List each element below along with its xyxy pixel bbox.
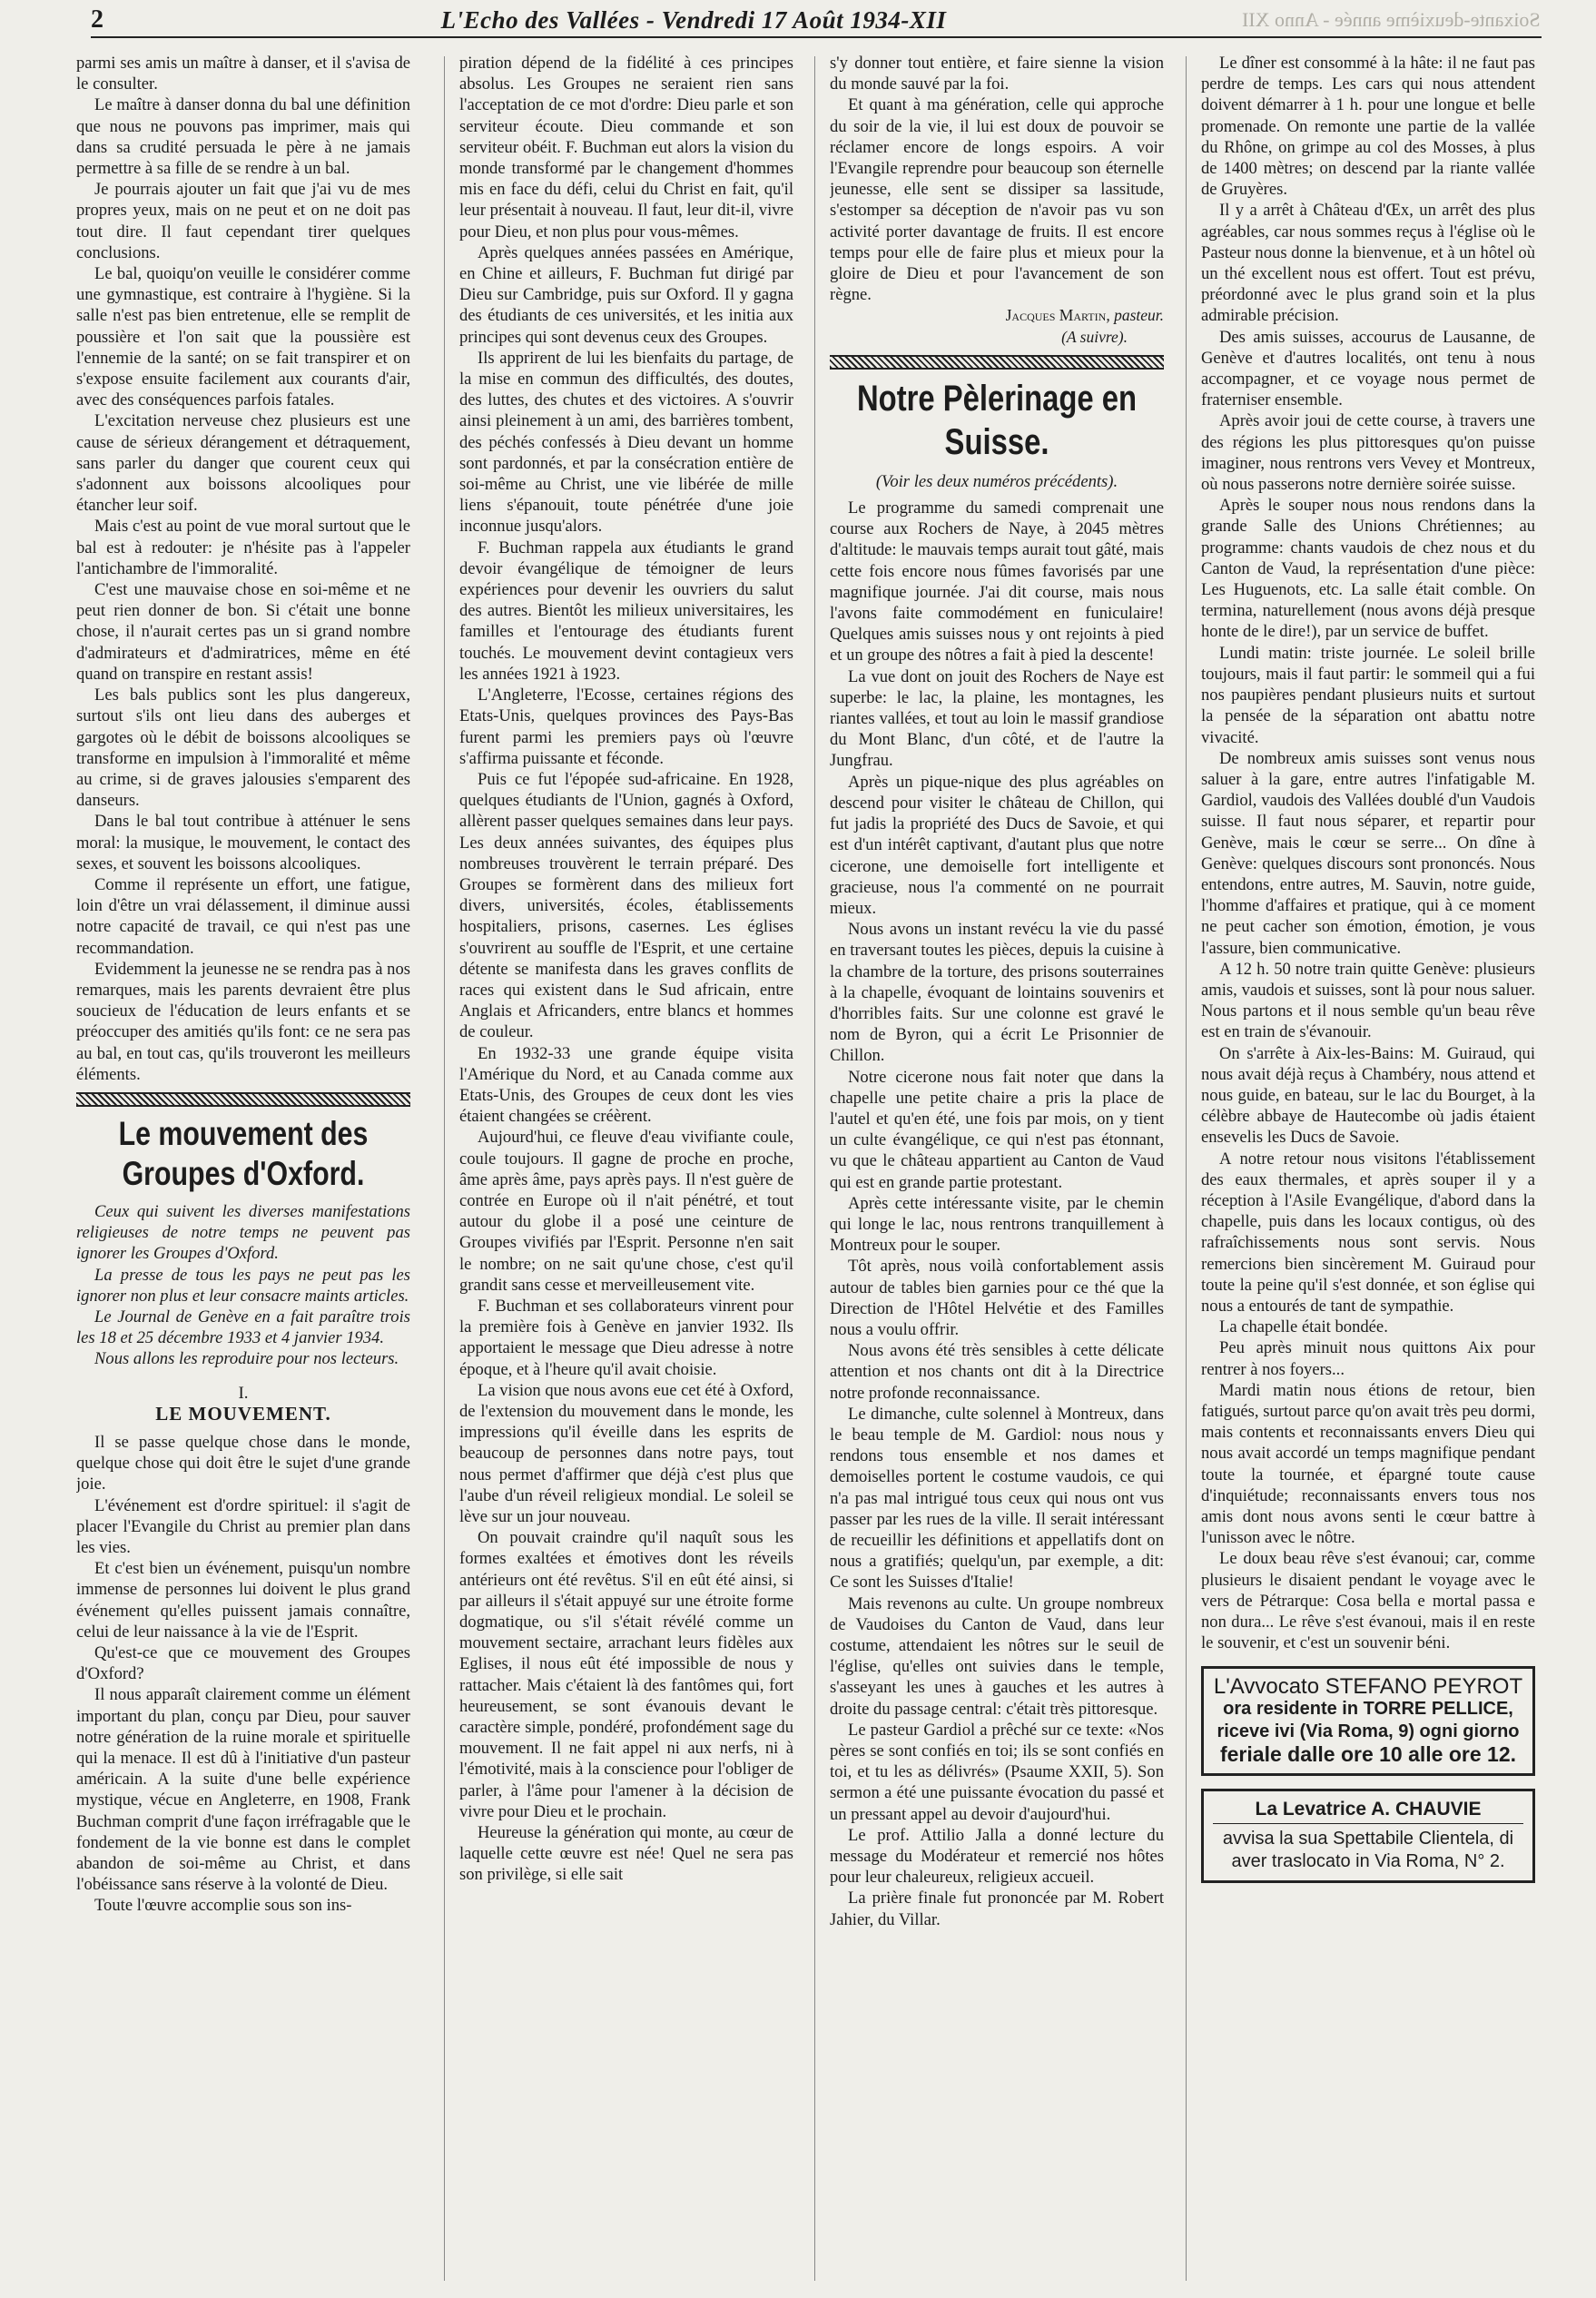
column-4 <box>1201 53 1535 2286</box>
paragraph: Après un pique-nique des plus agréables on descend pour visiter le château de Chillon, qui fut jadis la propriété des Ducs de Savoie, et qui est d'un intérêt captivant, d'autant plus que notre cicerone, une demoiselle fort intelligente et gracieuse, nous l'a commenté on ne pourrait mieux. <box>830 772 1164 918</box>
paragraph: Heureuse la génération qui monte, au cœur de laquelle cette œuvre est née! Quel ne sera pas son privilège, si elle sait <box>459 1823 793 1885</box>
column-1 <box>76 53 410 2286</box>
paragraph: Aujourd'hui, ce fleuve d'eau vivifiante coule, coule toujours. Il gagne de proche en proche, âme après âme, pays après pays. Il n'est guère de contrée en Europe où il n'ait pénétré, et tout autour du globe il a posé une ceinture de Groupes vivifiés par l'Esprit. Personne n'en sait le nombre; on ne sait qu'une chose, c'est qu'il grandit sans cesse et merveilleusement vite. <box>459 1128 793 1295</box>
paragraph: Après cette intéressante visite, par le chemin qui longe le lac, nous rentrons tranquillement à Montreux pour le souper. <box>830 1193 1164 1256</box>
paragraph: En 1932-33 une grande équipe visita l'Amérique du Nord, et au Canada comme aux Etats-Unis, des Groupes de ceux dont les vies étaient changées se créèrent. <box>459 1043 793 1127</box>
ad-line: riceve ivi (Via Roma, 9) ogni giorno <box>1217 1721 1520 1741</box>
paragraph: Evidemment la jeunesse ne se rendra pas à nos remarques, mais les parents devraient être plus soucieux de l'éducation de leurs enfants et se préoccuper des amitiés qu'ils font: ce ne sera pas au bal, en tout cas, qu'ils trouveront les meilleurs éléments. <box>76 959 410 1084</box>
paragraph: Il y a arrêt à Château d'Œx, un arrêt des plus agréables, car nous sommes reçus à l'église où le Pasteur nous donne la bienvenue, et à un hôtel où un thé excellent nous est offert. Tout est prévu, préordonné avec le plus grand soin et la plus admirable précision. <box>1201 201 1535 326</box>
paragraph: Le programme du samedi comprenait une course aux Rochers de Naye, à 2045 mètres d'altitude: le mauvais temps aurait tout gâté, mais cette fois encore nous fûmes favorisés par une magnifique journée. J'ai dit course, mais nous l'avons faite commodément en funiculaire! Quelques amis suisses nous y ont rejoints à pied et un groupe des nôtres a fait à pied la descente! <box>830 498 1164 666</box>
section-divider <box>830 355 1164 370</box>
paragraph: Le doux beau rêve s'est évanoui; car, comme plusieurs le disaient pendant le voyage avec le vers de Pétrarque: Cosa bella e mortal passa e non dura... Le rêve s'est évanoui, mais il en reste le souvenir, et c'est un souvenir béni. <box>1201 1549 1535 1653</box>
paragraph: Il nous apparaît clairement comme un élément important du plan, conçu par Dieu, pour sauver notre génération de la ruine morale et spirituelle qui la menace. Il est dû à l'initiative d'un pasteur américain. A la suite d'une belle expérience mystique, vécue en Angleterre, en 1908, Frank Buchman comprit d'une façon irréfragable que le fondement de la vie bonne est dans le complet abandon de soi-même au Christ, et dans l'obéissance sans réserve à la volonté de Dieu. <box>76 1685 410 1895</box>
ad-line: feriale dalle ore 10 alle ore 12. <box>1219 1741 1517 1766</box>
paragraph: Mardi matin nous étions de retour, bien fatigués, surtout parce qu'on avait très peu dormi, mais contents et reconnaissants envers Dieu qui nous avait accordé un temps magnifique pendant toute la tournée, et épargné toute cause d'inquiétude; reconnaissants envers tous nos amis dont nous avons senti le cœur battre à l'unisson avec le nôtre. <box>1201 1380 1535 1548</box>
paragraph: Des amis suisses, accourus de Lausanne, de Genève et d'autres localités, ont tenu à nous accompagner, et ce voyage nous permet de fraterniser ensemble. <box>1201 327 1535 410</box>
bleed-through-header: Soixante-deuxième année - Anno XII <box>1242 8 1541 31</box>
paragraph: Lundi matin: triste journée. Le soleil brille toujours, mais il faut partir: le sommeil qui a fui nos paupières pendant plusieurs nuits et surtout la pensée de la séparation ont abattu notre vivacité. <box>1201 643 1535 747</box>
paragraph: Après avoir joui de cette course, à travers une des régions les plus pittoresques qu'on puisse imaginer, nous rentrons vers Vevey et Montreux, où nous passerons notre dernière soirée suisse. <box>1201 411 1535 495</box>
paragraph: Qu'est-ce que ce mouvement des Groupes d'Oxford? <box>76 1643 410 1684</box>
paragraph: piration dépend de la fidélité à ces principes absolus. Les Groupes ne seraient rien sans l'acceptation de ce mot d'ordre: Dieu parle et son serviteur écoute. Dieu commande et son serviteur obéit. F. Buchman eut alors la vision du monde transformé par le changement d'hommes mis en face du défi, celui du Christ en fait, qu'il leur présentait à nouveau. Il faut, leur dit-il, vivre pour Dieu, et non plus pour vous-mêmes. <box>459 54 793 242</box>
newspaper-title: L'Echo des Vallées - Vendredi 17 Août 1934-XII <box>440 5 947 34</box>
paragraph: Nous avons un instant revécu la vie du passé en traversant toutes les pièces, depuis la cuisine à la chambre de la torture, des prisons souterraines à la chapelle, évoquant de lointains souvenirs et d'horribles faits. Sur une colonne est gravé le nom de Byron, qui a écrit Le Prisonnier de Chillon. <box>830 920 1164 1066</box>
paragraph: Les bals publics sont les plus dangereux, surtout s'ils ont lieu dans des auberges et gargotes où le débit de boissons alcooliques se transforme en impulsion à l'immoralité et même au crime, si de graves jalousies s'emparent des danseurs. <box>76 685 410 811</box>
paragraph: Mais c'est au point de vue moral surtout que le bal est à redouter: je n'hésite pas à l'appeler l'antichambre de l'immoralité. <box>76 517 410 578</box>
paragraph: Ils apprirent de lui les bienfaits du partage, de la mise en commun des difficultés, des doutes, des luttes, des chutes et des victoires. A s'ouvrir ainsi pleinement à un ami, des barrières tombent, des péchés confessés à Dieu devant un homme sont pardonnés, et par la consécration entière de soi-même au Christ, une vie libérée de mille liens s'épanouit, toute pénétrée d'une joie inconnue jusqu'alors. <box>459 348 793 537</box>
ad-title: La Levatrice A. CHAUVIE <box>1213 1799 1523 1824</box>
paragraph: L'Angleterre, l'Ecosse, certaines régions des Etats-Unis, quelques provinces des Pays-Bas furent parmi les premiers pays où l'œuvre s'affirma puissante et féconde. <box>459 685 793 768</box>
paragraph: Le prof. Attilio Jalla a donné lecture du message du Modérateur et remercié nos hôtes pour leur chaleureux, religieux accueil. <box>830 1825 1164 1888</box>
section-title: LE MOUVEMENT. <box>155 1402 331 1425</box>
to-be-continued: (A suivre). <box>1061 327 1128 346</box>
paragraph: Notre cicerone nous fait noter que dans la chapelle une petite chaire a pris la place de l'autel et qu'en été, une fois par mois, on y tient un culte évangélique, ce qui n'est pas étonnant, vu que le château appartient au Canton de Vaud qui est en grande partie protestant. <box>830 1067 1164 1192</box>
intro-paragraph: La presse de tous les pays ne peut pas les ignorer non plus et leur consacre maints articles. <box>76 1265 410 1306</box>
paragraph: L'excitation nerveuse chez plusieurs est une cause de sérieux dérangement et détraquement, sans parler du danger que courent ceux qui s'adonnent aux boissons alcooliques pour étancher leur soif. <box>76 411 410 516</box>
paragraph: F. Buchman rappela aux étudiants le grand devoir évangélique de témoigner de leurs expériences pour devenir les ouvriers du salut des autres. Bientôt les milieux universitaires, les familles et l'entourage des étudiants furent touchés. Le mouvement devint contagieux vers les années 1921 à 1923. <box>459 538 793 684</box>
paragraph: Le pasteur Gardiol a prêché sur ce texte: «Nos pères se sont confiés en toi; ils se sont confiés en toi, et tu les as délivrés» (Psaume XXII, 5). Son sermon a été une puissante évocation du passé et un pressant appel au devoir d'aujourd'hui. <box>830 1720 1164 1824</box>
paragraph: Le maître à danser donna du bal une définition que nous ne pouvons pas imprimer, mais qui dans sa crudité persuada le père à ne jamais permettre à sa fille de se rendre à un bal. <box>76 95 410 179</box>
paragraph: Et c'est bien un événement, puisqu'un nombre immense de personnes lui doivent le plus grand événement qu'elles puissent jamais connaître, celui de leur naissance à la vie de l'Esprit. <box>76 1559 410 1642</box>
paragraph: Toute l'œuvre accomplie sous son ins- <box>94 1896 352 1916</box>
paragraph: Peu après minuit nous quittons Aix pour rentrer à nos foyers... <box>1201 1338 1535 1379</box>
author-name: Jacques Martin <box>1005 306 1107 325</box>
paragraph: On pouvait craindre qu'il naquît sous les formes exaltées et émotives dont les réveils antérieurs ont été revêtus. S'il en eût été ainsi, si par ailleurs il s'était appuyé sur une étroite forme dogmatique, ou s'il s'était révélé comme un mouvement sectaire, arrachant leurs fidèles aux Eglises, il nous eût été impossible de nous y rattacher. Mais c'étaient là des fantômes qui, fort heureusement, se sont évanouis devant le caractère simple, pondéré, profondément sage du mouvement. Il ne fait appel ni aux nerfs, ni à l'émotivité, mais à la conscience pour l'obliger de parler, à l'âme pour l'amener à la décision de vivre pour Dieu et le prochain. <box>459 1528 793 1821</box>
paragraph: Et quant à ma génération, celle qui approche du soir de la vie, il lui est doux de pouvoir se réclamer encore de longs espoirs. A voir l'Evangile reprendre pour beaucoup son éternelle jeunesse, elle sent se dissiper sa lassitude, s'estomper sa déception de n'avoir pas vu son activité porter davantage de fruits. Il est encore temps pour elle de faire plus et mieux pour la gloire de Dieu et pour l'avancement de son règne. <box>830 95 1164 305</box>
signature <box>830 305 1164 326</box>
intro-paragraph: Ceux qui suivent les diverses manifestations religieuses de notre temps ne peuvent pas ignorer les Groupes d'Oxford. <box>76 1201 410 1264</box>
ad-line: aver traslocato in Via Roma, N° 2. <box>1231 1850 1505 1871</box>
intro-paragraph: Nous allons les reproduire pour nos lecteurs. <box>94 1349 399 1369</box>
paragraph: La prière finale fut prononcée par M. Robert Jahier, du Villar. <box>830 1889 1164 1929</box>
paragraph: Après quelques années passées en Amérique, en Chine et ailleurs, F. Buchman fut dirigé par Dieu sur Cambridge, puis sur Oxford. Il y gagna des étudiants de ces universités, et les initia aux principes qui sont devenus ceux des Groupes. <box>459 242 793 347</box>
paragraph: La vision que nous avons eue cet été à Oxford, de l'extension du mouvement dans le monde, les impressions qu'il éveille dans les esprits de beaucoup de personnes dans notre pays, tout nous permet d'affirmer que déjà c'est plus que l'aube d'un réveil religieux mondial. Le soleil se lève sur un jour nouveau. <box>459 1380 793 1527</box>
ad-line: avvisa la sua Spettabile Clientela, di <box>1222 1828 1514 1849</box>
paragraph: C'est une mauvaise chose en soi-même et ne peut rien donner de bon. Si c'était une bonne chose, il n'aurait certes pas un si grand nombre d'admirateurs et d'admiratrices, même en été quand on transpire en restant assis! <box>76 580 410 684</box>
paragraph: On s'arrête à Aix-les-Bains: M. Guiraud, qui nous avait déjà reçus à Chambéry, nous attend et nous guide, en bateau, sur le lac du Bourget, à la célèbre abbaye de Hautecombe où jadis étaient ensevelis les Ducs de Savoie. <box>1201 1043 1535 1148</box>
column-rule <box>444 56 445 2281</box>
paragraph: Nous avons été très sensibles à cette délicate attention et nos chants ont dit à la Directrice notre profonde reconnaissance. <box>830 1341 1164 1403</box>
paragraph: F. Buchman et ses collaborateurs vinrent pour la première fois à Genève en janvier 1932. Ils apportaient le message que Dieu adresse à notre époque, et à l'heure qu'il avait choisie. <box>459 1296 793 1379</box>
article-headline: Notre Pèlerinage en Suisse. <box>856 378 1138 462</box>
paragraph: A 12 h. 50 notre train quitte Genève: plusieurs amis, vaudois et suisses, sont là pour nous saluer. Nous partons et il nous semble qu'un beau rêve est en train de s'évanouir. <box>1201 959 1535 1042</box>
paragraph: Puis ce fut l'épopée sud-africaine. En 1928, quelques étudiants de l'Union, gagnés à Oxford, allèrent passer quelques semaines dans leur pays. Les deux années suivantes, des équipes plus nombreuses trouvèrent le terrain préparé. Des Groupes se formèrent dans des milieux fort divers, universités, écoles, établissements hospitaliers, prisons, casernes. Les églises s'ouvrirent au souffle de l'Esprit, et une certaine détente se manifesta dans les graves conflits de races qui existent dans le Sud africain, entre Anglais et Africanders, entre blancs et hommes de couleur. <box>459 769 793 1042</box>
see-previous-note: (Voir les deux numéros précédents). <box>875 471 1118 491</box>
column-2 <box>459 53 793 2286</box>
paragraph: Le dimanche, culte solennel à Montreux, dans le beau temple de M. Gardiol: nous nous y rendons tous ensemble et nos dames et demoiselles portent le costume vaudois, ce qui n'a pas mal intrigué tous ceux qui nous ont vus passer par les rues de la ville. Il serait intéressant de recueillir les définitions et appellatifs dont on nous a gratifiés; quelqu'un, par exemple, a dit: Ce sont les Suisses d'Italie! <box>830 1404 1164 1593</box>
paragraph: De nombreux amis suisses sont venus nous saluer à la gare, entre autres l'infatigable M. Gardiol, vaudois des Vallées doublé d'un Vaudois suisse. Il faut nous séparer, et repartir pour Genève, mais le cœur se serre... On dîne à Genève: quelques discours sont prononcés. Nous entendons, entre autres, M. Sauvin, notre guide, l'homme d'affaires et pratique, qui à ce moment ne peut cacher son émotion, émotion, je vous l'assure, bien communicative. <box>1201 748 1535 958</box>
paragraph: Je pourrais ajouter un fait que j'ai vu de mes propres yeux, mais on ne peut et on ne doit pas tout dire. Il faut cependant tirer quelques conclusions. <box>76 180 410 262</box>
section-heading <box>76 1383 410 1425</box>
paragraph: parmi ses amis un maître à danser, et il s'avisa de le consulter. <box>76 54 410 94</box>
paragraph: Il se passe quelque chose dans le monde, quelque chose qui doit être le sujet d'une grande joie. <box>76 1432 410 1494</box>
ad-line: ora residente in TORRE PELLICE, <box>1223 1698 1513 1719</box>
paragraph: Mais revenons au culte. Un groupe nombreux de Vaudoises du Canton de Vaud, dans leur costume, attendaient les nôtres sur le seuil de l'église, qu'elles ont suivies dans le temple, s'asseyant les unes à gauches et les autres à droite du passage central: c'était très pittoresque. <box>830 1593 1164 1719</box>
paragraph: Tôt après, nous voilà confortablement assis autour de tables bien garnies pour ce thé que la Direction de l'Hôtel Helvétie et des Familles nous a voulu offrir. <box>830 1257 1164 1339</box>
page-number: 2 <box>91 5 103 34</box>
column-3 <box>830 53 1164 2286</box>
paragraph: La chapelle était bondée. <box>1219 1317 1388 1337</box>
masthead <box>91 4 1542 38</box>
paragraph: Le dîner est consommé à la hâte: il ne faut pas perdre de temps. Les cars qui nous attendent doivent démarrer à 1 h. pour une longue et belle promenade. On remonte une partie de la vallée du Rhône, on grimpe au col des Mosses, à plus de 1400 mètres; on descend par la riante vallée de Gruyères. <box>1201 54 1535 200</box>
advertisement-midwife <box>1201 1789 1535 1883</box>
advertisement-lawyer <box>1201 1666 1535 1775</box>
paragraph: Après le souper nous nous rendons dans la grande Salle des Unions Chrétiennes; au programme: chants vaudois de chez nous et du Canton de Vaud, la représentation d'une pièce: Les Huguenots, etc. La salle était comble. On termina, naturellement (nous avons déjà presque honte de le dire!), par un service de buffet. <box>1201 496 1535 642</box>
section-divider <box>76 1092 410 1107</box>
paragraph: Dans le bal tout contribue à atténuer le sens moral: la musique, le mouvement, le contact des sexes, et souvent les boissons alcooliques. <box>76 812 410 873</box>
paragraph: L'événement est d'ordre spirituel: il s'agit de placer l'Evangile du Christ au premier plan dans les vies. <box>76 1495 410 1557</box>
paragraph: Le bal, quoiqu'on veuille le considérer comme une gymnastique, est contraire à l'hygiène. Si la salle n'est pas bien entretenue, elle se remplit de poussière et l'on sait que la poussière est l'ennemie de la santé; on se fait transpirer et on s'expose ensuite facilement aux courants d'air, avec des conséquences parfois fatales. <box>76 264 410 410</box>
ad-title: L'Avvocato STEFANO PEYROT <box>1213 1674 1523 1700</box>
section-number: I. <box>238 1383 249 1403</box>
paragraph: s'y donner tout entière, et faire sienne la vision du monde sauvé par la foi. <box>830 54 1164 94</box>
paragraph: Comme il représente un effort, une fatigue, loin d'être un vrai délassement, il diminue aussi notre capacité de travail, ce qui n'est pas une recommandation. <box>76 874 410 958</box>
paragraph: A notre retour nous visitons l'établissement des eaux thermales, et après souper il y a réception à l'Asile Evangélique, d'abord dans la chapelle, puis dans les locaux contigus, où des rafraîchissements nous sont servis. Nous remercions bien sincèrement M. Guiraud pour toute la peine qu'il s'est donnée, et son église qui nous a entourés de tant de sympathie. <box>1201 1149 1535 1316</box>
column-rule <box>814 56 815 2281</box>
author-role: , pasteur. <box>1106 306 1164 325</box>
column-rule <box>1186 56 1187 2281</box>
paragraph: La vue dont on jouit des Rochers de Naye est superbe: le lac, la plaine, les montagnes, les riantes vallées, et tout au loin le massif grandiose du Mont Blanc, d'un côté, et de l'autre la Jungfrau. <box>830 666 1164 771</box>
intro-paragraph: Le Journal de Genève en a fait paraître trois les 18 et 25 décembre 1933 et 4 janvier 1934. <box>76 1307 410 1348</box>
article-headline: Le mouvement des Groupes d'Oxford. <box>118 1114 369 1192</box>
